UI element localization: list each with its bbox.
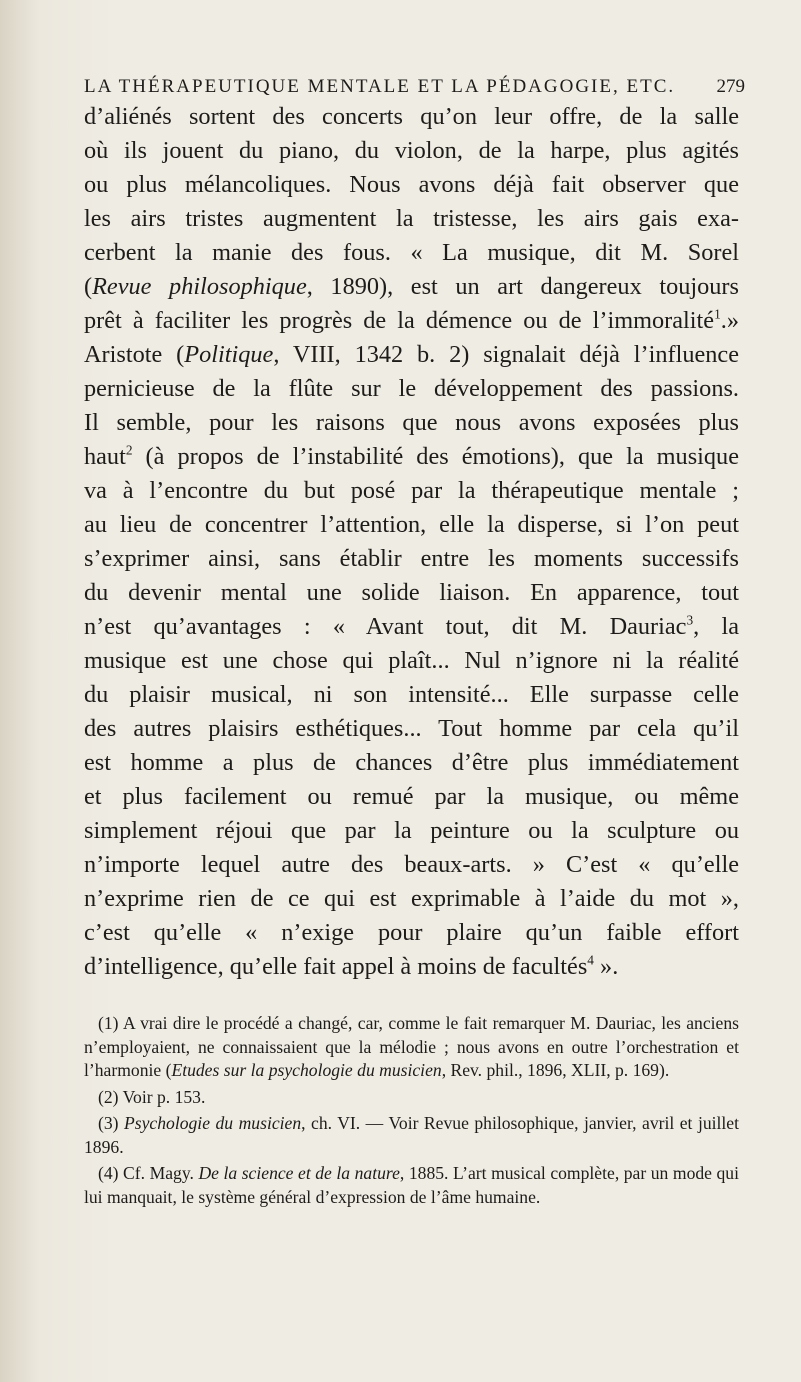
text-segment: , VIII, 1342 b. 2) signalait déjà l’influence [273, 341, 739, 368]
text-line: au lieu de concentrer l’attention, elle la disperse, si l’on peut [84, 511, 739, 538]
journal-title: Revue philosophique [92, 273, 307, 300]
footnote-3 [84, 1112, 739, 1159]
text-line [84, 950, 739, 984]
text-segment: , 1890), est un art dangereux toujours [306, 273, 739, 300]
footnote-2: (2) Voir p. 153. [98, 1086, 206, 1107]
text-line [84, 270, 739, 304]
text-segment: , Rev. phil., 1896, XLII, p. 169). [441, 1060, 670, 1080]
text-segment: ( [84, 273, 93, 300]
footnote-ref: 3 [686, 612, 694, 628]
text-line: du devenir mental une solide liaison. En apparence, tout [84, 579, 739, 606]
text-segment: prêt à faciliter les progrès de la démence ou de l’immoralité [84, 307, 715, 334]
work-title: Psychologie du musicien [124, 1113, 302, 1133]
text-line [84, 610, 739, 644]
text-segment: Aristote ( [84, 341, 185, 368]
text-line: est homme a plus de chances d’être plus immédiatement [84, 749, 739, 776]
text-segment: , 1885. L’art musical complète, par un mode qui lui manquait, le système général d’expression de l’âme humaine. [84, 1163, 739, 1207]
text-segment: , la [693, 613, 739, 640]
footnote-ref: 2 [125, 442, 133, 458]
running-title: LA THÉRAPEUTIQUE MENTALE ET LA PÉDAGOGIE, ETC. [84, 76, 676, 97]
text-line: du plaisir musical, ni son intensité... Elle surpasse celle [84, 681, 739, 708]
text-line: des autres plaisirs esthétiques... Tout homme par cela qu’il [84, 715, 739, 742]
text-line: les airs tristes augmentent la tristesse, les airs gais exa- [84, 205, 739, 232]
page-header [70, 62, 745, 96]
work-title: Politique [184, 341, 274, 368]
text-line: et plus facilement ou remué par la musique, ou même [84, 783, 739, 810]
text-line: s’exprimer ainsi, sans établir entre les moments successifs [84, 545, 739, 572]
text-line [84, 440, 739, 474]
text-line: va à l’encontre du but posé par la thérapeutique mentale ; [84, 477, 739, 504]
footnote-ref: 1 [714, 306, 721, 322]
text-line: cerbent la manie des fous. « La musique, dit M. Sorel [84, 239, 739, 266]
text-segment: , ch. VI. — Voir Revue philosophique, janvier, avril et juillet 1896. [84, 1113, 739, 1157]
text-segment: haut [84, 443, 126, 470]
text-line [84, 338, 739, 372]
text-line: simplement réjoui que par la peinture ou la sculpture ou [84, 817, 739, 844]
text-segment: ». [593, 953, 619, 980]
text-line: c’est qu’elle « n’exige pour plaire qu’un faible effort [84, 919, 739, 946]
text-segment: (à propos de l’instabilité des émotions), que la musique [132, 443, 739, 470]
text-line: n’importe lequel autre des beaux-arts. » C’est « qu’elle [84, 851, 739, 878]
text-segment: n’est qu’avantages : « Avant tout, dit M. Dauriac [84, 613, 687, 640]
text-segment: (4) Cf. Magy. [98, 1163, 199, 1183]
work-title: Etudes sur la psychologie du musicien [171, 1060, 442, 1080]
text-segment: .» [720, 307, 739, 334]
work-title: De la science et de la nature [198, 1163, 400, 1183]
page-number: 279 [716, 76, 745, 97]
text-line: pernicieuse de la flûte sur le développement des passions. [84, 375, 739, 402]
footnote-1 [84, 1012, 739, 1083]
text-line: où ils jouent du piano, du violon, de la harpe, plus agités [84, 137, 739, 164]
footnotes [84, 1012, 739, 1212]
footnote-4 [84, 1162, 739, 1209]
footnote-ref: 4 [587, 952, 594, 968]
body-text [84, 100, 739, 984]
text-segment: (3) [98, 1113, 125, 1133]
text-line: n’exprime rien de ce qui est exprimable à l’aide du mot », [84, 885, 739, 912]
text-line: ou plus mélancoliques. Nous avons déjà fait observer que [84, 171, 739, 198]
text-line: musique est une chose qui plaît... Nul n’ignore ni la réalité [84, 647, 739, 674]
text-line: Il semble, pour les raisons que nous avons exposées plus [84, 409, 739, 436]
text-segment: (1) A vrai dire le procédé a changé, car, comme le fait remarquer M. Dauriac, les anciens n’employaient, ne connaissaient que la mélodie ; nous avons en outre l’orchestration et l’harmonie ( [84, 1013, 739, 1080]
text-segment: d’intelligence, qu’elle fait appel à moins de facultés [84, 953, 588, 980]
text-line [84, 304, 739, 338]
text-line: d’aliénés sortent des concerts qu’on leur offre, de la salle [84, 103, 739, 130]
